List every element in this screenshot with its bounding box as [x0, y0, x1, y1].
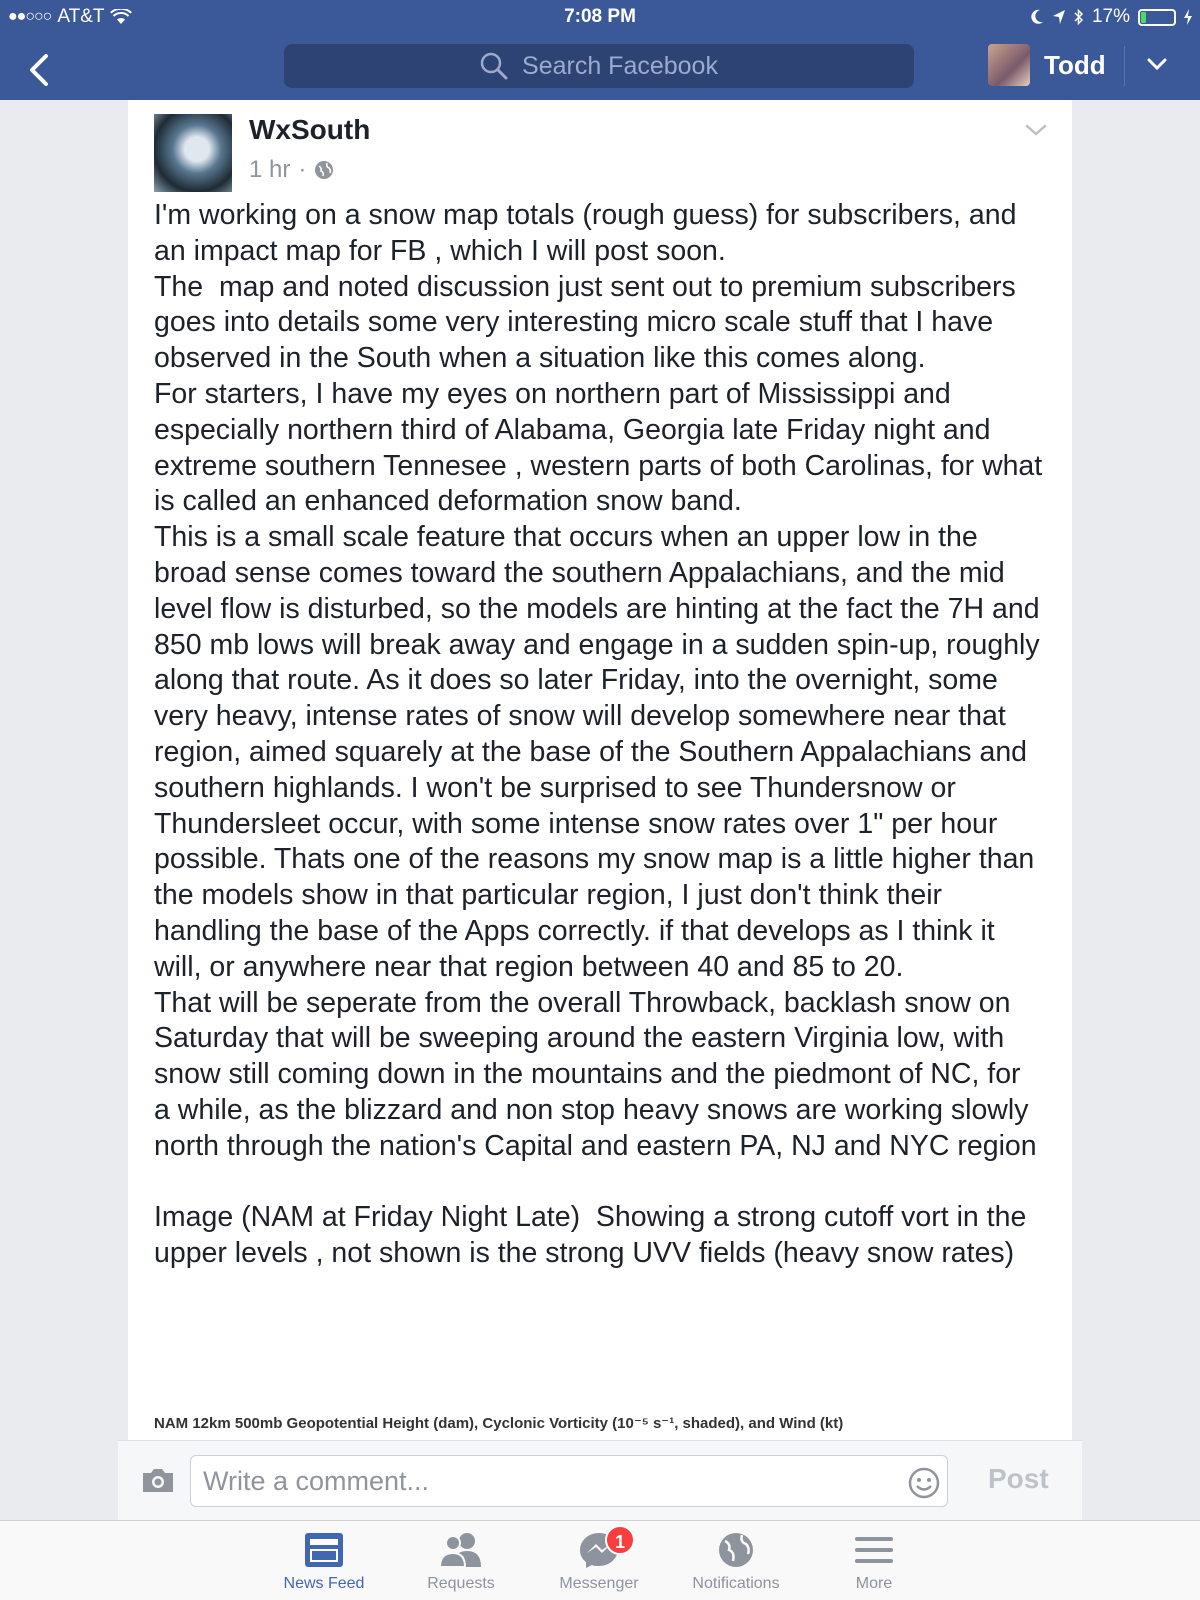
search-placeholder: Search Facebook: [522, 51, 718, 80]
tab-messenger[interactable]: [531, 1531, 667, 1593]
status-bar: [0, 0, 1200, 34]
post-comment-button[interactable]: Post: [988, 1463, 1049, 1494]
back-chevron-icon[interactable]: [24, 50, 56, 90]
tab-label: More: [855, 1575, 893, 1592]
news-feed-icon: [303, 1531, 345, 1569]
tab-notifications[interactable]: [668, 1531, 804, 1593]
clock: 7:08 PM: [564, 6, 636, 27]
notification-badge: 1: [605, 1525, 635, 1555]
location-arrow-icon: [1052, 9, 1066, 25]
battery-level: [1141, 12, 1146, 23]
image-caption: NAM 12km 500mb Geopotential Height (dam), Cyclonic Vorticity (10⁻⁵ s⁻¹, shaded), and Wind (kt): [154, 1415, 844, 1432]
signal-strength: ●●○○○: [8, 8, 52, 25]
search-icon: [480, 52, 508, 80]
post-options-chevron-icon[interactable]: [1024, 122, 1048, 138]
globe-icon: [314, 160, 334, 180]
comment-bar: [118, 1440, 1082, 1520]
search-bar[interactable]: [284, 44, 914, 88]
tab-label: Messenger: [559, 1575, 639, 1592]
menu-icon: [853, 1531, 895, 1569]
comment-input[interactable]: Write a comment...: [190, 1455, 948, 1507]
tab-bar: [0, 1520, 1200, 1600]
tab-more[interactable]: [806, 1531, 942, 1593]
post-author[interactable]: WxSouth: [249, 114, 371, 145]
tab-requests[interactable]: [393, 1531, 529, 1593]
post-card: [128, 100, 1072, 1440]
battery-percent: 17%: [1091, 6, 1130, 27]
top-bar: [0, 0, 1200, 100]
tab-label: Requests: [427, 1575, 495, 1592]
tab-label: News Feed: [283, 1575, 365, 1592]
moon-icon: [1030, 9, 1044, 25]
tab-news-feed[interactable]: [256, 1531, 392, 1593]
emoji-icon[interactable]: [908, 1467, 940, 1499]
tab-label: Notifications: [692, 1575, 780, 1592]
battery-icon: [1138, 9, 1176, 26]
page-avatar[interactable]: [154, 114, 232, 192]
camera-icon[interactable]: [140, 1465, 176, 1495]
nav-bar: [0, 40, 1200, 100]
requests-icon: [437, 1531, 485, 1569]
bluetooth-icon: [1074, 8, 1084, 26]
meta-separator: ·: [298, 156, 307, 183]
post-time[interactable]: 1 hr: [249, 156, 291, 183]
user-name[interactable]: Todd: [1044, 50, 1106, 80]
carrier-name: AT&T: [57, 6, 105, 27]
globe-icon: [716, 1531, 756, 1569]
charging-icon: [1184, 9, 1192, 25]
user-avatar[interactable]: [988, 44, 1030, 86]
nav-divider: [1124, 46, 1125, 86]
chevron-down-icon[interactable]: [1146, 56, 1168, 72]
post-body: I'm working on a snow map totals (rough guess) for subscribers, and an impact map for FB , which I will post soon. The map and noted discussion just sent out to premium subscribers goes into details some very interesting micro scale stuff that I have observed in the South when a situation like this comes along. For starters, I have my eyes on northern part of Mississippi and especially northern third of Alabama, Georgia late Friday night and extreme southern Tennesee , western parts of both Carolinas, for what is called an enhanced deformation snow band. This is a small scale feature that occurs when an upper low in the broad sense comes toward the southern Appalachians, and the mid level flow is disturbed, so the models are hinting at the fact the 7H and 850 mb lows will break away and engage in a sudden spin-up, roughly along that route. As it does so later Friday, into the overnight, some very heavy, intense rates of snow will develop somewhere near that region, aimed squarely at the base of the Southern Appalachians and southern highlands. I won't be surprised to see Thundersnow or Thundersleet occur, with some intense snow rates over 1" per hour possible. Thats one of the reasons my snow map is a little higher than the models show in that particular region, I just don't think their handling the base of the Apps correctly. if that develops as I think it will, or anywhere near that region between 40 and 85 to 20. That will be seperate from the overall Throwback, backlash snow on Saturday that will be sweeping around the eastern Virginia low, with snow still coming down in the mountains and the piedmont of NC, for a while, as the blizzard and non stop heavy snows are working slowly north through the nation's Capital and eastern PA, NJ and NYC region Image (NAM at Friday Night Late) Showing a strong cutoff vort in the upper levels , not shown is the strong UVV fields (heavy snow rates): [154, 199, 1043, 1270]
post-meta: [249, 156, 334, 184]
